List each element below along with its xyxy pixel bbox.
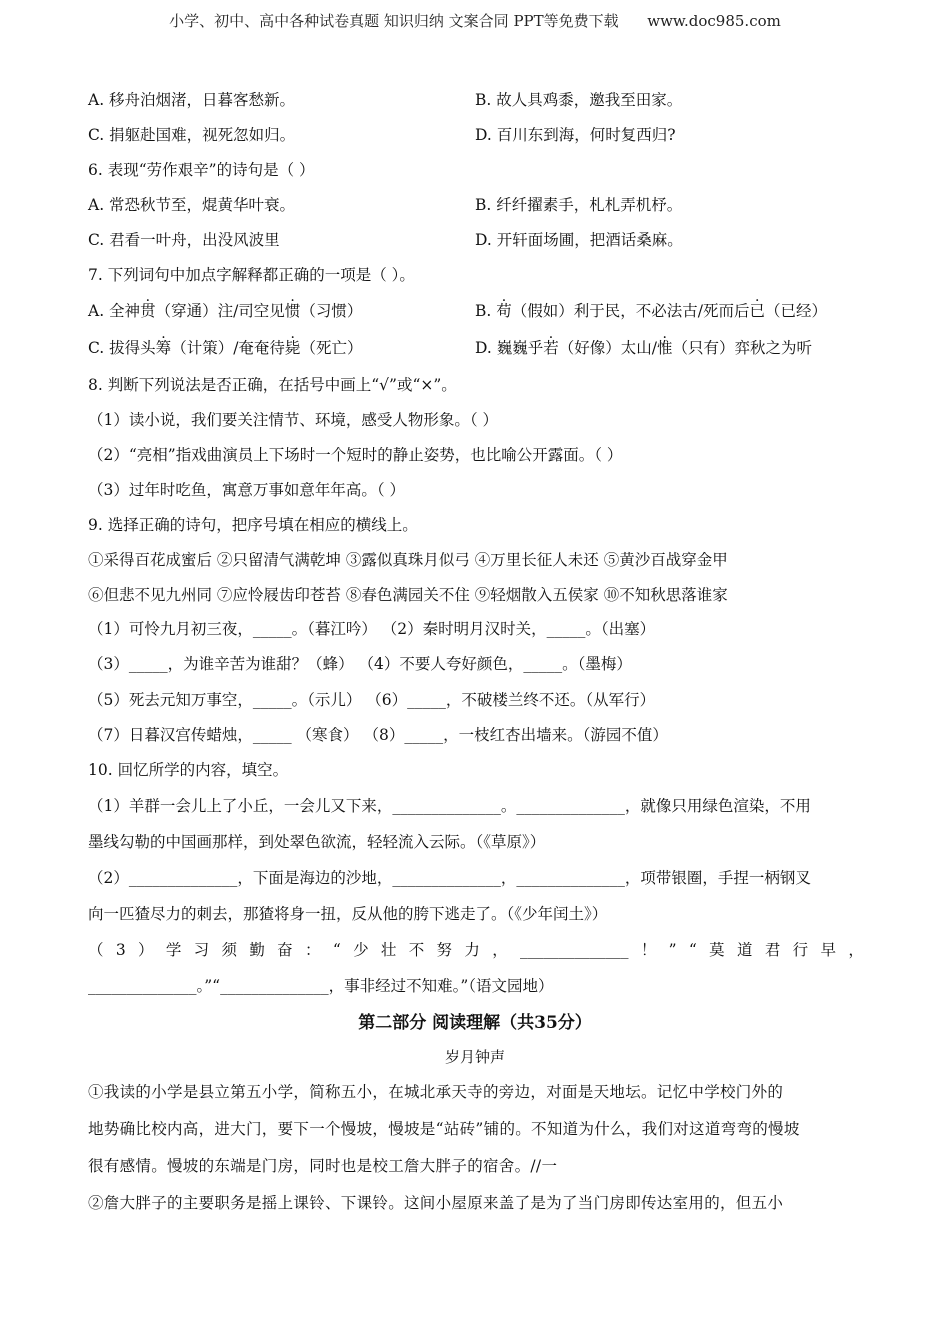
q9-blank-row-3: （5）死去元知万事空，_____。（示儿） （6）_____，不破楼兰终不还。（从军行） (88, 691, 656, 709)
q7-option-d: D. 巍巍乎若（好像）太山/惟（只有）弈秋之为听 (475, 339, 813, 357)
q9-blank-row-2: （3）_____，为谁辛苦为谁甜？（蜂） （4）不要人夸好颜色，_____。（墨梅） (88, 655, 632, 673)
q5-option-a: A. 移舟泊烟渚，日暮客愁新。 (88, 91, 296, 109)
reading-paragraph-1-line-1: ①我读的小学是县立第五小学，简称五小，在城北承天寺的旁边，对面是天地坛。记忆中学校门外的 (88, 1083, 784, 1101)
q9-options-row-1: ①采得百花成蜜后 ②只留清气满乾坤 ③露似真珠月似弓 ④万里长征人未还 ⑤黄沙百战穿金甲 (88, 551, 728, 569)
q6-option-b: B. 纤纤擢素手，札札弄机杼。 (475, 196, 683, 214)
q10-line-5: （ 3 ） 学 习 须 勤 奋 ： “ 少 壮 不 努 力 ， ______________ ！ ” “ 莫 道 君 行 早 ， (88, 941, 864, 959)
q10-stem: 10. 回忆所学的内容，填空。 (88, 761, 289, 779)
q9-blank-row-4: （7）日暮汉宫传蜡烛，_____ （寒食） （8）_____，一枝红杏出墙来。（游园不值） (88, 726, 668, 744)
q7-option-b: B. 苟（假如）利于民，不必法古/死而后已（已经） (475, 302, 828, 320)
q10-line-1: （1）羊群一会儿上了小丘，一会儿又下来，______________。______________，就像只用绿色渲染，不用 (88, 797, 811, 815)
reading-title: 岁月钟声 (444, 1048, 505, 1066)
q10-line-3: （2）______________，下面是海边的沙地，______________，______________，项带银圈，手捏一柄钢叉 (88, 869, 811, 887)
q6-option-c: C. 君看一叶舟，出没风波里 (88, 231, 280, 249)
q5-option-c: C. 捐躯赴国难，视死忽如归。 (88, 126, 296, 144)
q9-options-row-2: ⑥但悲不见九州同 ⑦应怜屐齿印苍苔 ⑧春色满园关不住 ⑨轻烟散入五侯家 ⑩不知秋思落谁家 (88, 586, 728, 604)
q10-line-2: 墨线勾勒的中国画那样，到处翠色欲流，轻轻流入云际。（《草原》） (88, 833, 546, 851)
reading-paragraph-2-line-1: ②詹大胖子的主要职务是摇上课铃、下课铃。这间小屋原来盖了是为了当门房即传达室用的，但五小 (88, 1194, 784, 1212)
dotted-char: 苟 (496, 302, 512, 320)
q9-blank-row-1: （1）可怜九月初三夜，_____。（暮江吟） （2）秦时明月汉时关，_____。（出塞） (88, 620, 656, 638)
q8-stem: 8. 判断下列说法是否正确，在括号中画上“√”或“×”。 (88, 376, 457, 394)
q9-stem: 9. 选择正确的诗句，把序号填在相应的横线上。 (88, 516, 418, 534)
q10-line-4: 向一匹猹尽力的刺去，那猹将身一扭，反从他的胯下逃走了。（《少年闰土》） (88, 905, 608, 923)
dotted-char: 若 (543, 339, 559, 357)
page-header (0, 10, 950, 31)
q10-line-6: ______________。”“______________，事非经过不知难。”（语文园地） (88, 977, 554, 995)
q7-stem: 7. 下列词句中加点字解释都正确的一项是（ ）。 (88, 266, 415, 284)
q8-item-1: （1）读小说，我们要关注情节、环境，感受人物形象。（ ） (88, 411, 499, 429)
dotted-char: 已 (749, 302, 766, 320)
q6-option-a: A. 常恐秋节至，焜黄华叶衰。 (88, 196, 296, 214)
dotted-char: 贯 (140, 302, 156, 320)
dotted-char: 惟 (656, 339, 673, 357)
dotted-char: 惯 (284, 302, 301, 320)
header-text: 小学、初中、高中各种试卷真题 知识归纳 文案合同 PPT等免费下载 (169, 12, 619, 30)
q8-item-3: （3）过年时吃鱼，寓意万事如意年年高。（ ） (88, 481, 406, 499)
q6-option-d: D. 开轩面场圃，把酒话桑麻。 (475, 231, 683, 249)
reading-paragraph-1-line-3: 很有感情。慢坡的东端是门房，同时也是校工詹大胖子的宿舍。//一 (88, 1157, 558, 1175)
section-title: 第二部分 阅读理解（共35分） (358, 1013, 592, 1033)
dotted-char: 筹 (155, 339, 172, 357)
reading-paragraph-1-line-2: 地势确比校内高，进大门，要下一个慢坡，慢坡是“站砖”铺的。不知道为什么，我们对这道弯弯的慢坡 (88, 1120, 800, 1138)
q8-item-2: （2）“亮相”指戏曲演员上下场时一个短时的静止姿势，也比喻公开露面。（ ） (88, 446, 623, 464)
q7-option-a: A. 全神贯（穿通）注/司空见惯（习惯） (88, 302, 363, 320)
q5-option-d: D. 百川东到海，何时复西归? (475, 126, 676, 144)
q5-option-b: B. 故人具鸡黍，邀我至田家。 (475, 91, 683, 109)
q6-stem: 6. 表现“劳作艰辛”的诗句是（ ） (88, 161, 315, 179)
dotted-char: 毙 (284, 339, 301, 357)
q7-option-c: C. 拔得头筹（计策）/奄奄待毙（死亡） (88, 339, 363, 357)
header-site-link[interactable]: www.doc985.com (647, 12, 781, 30)
